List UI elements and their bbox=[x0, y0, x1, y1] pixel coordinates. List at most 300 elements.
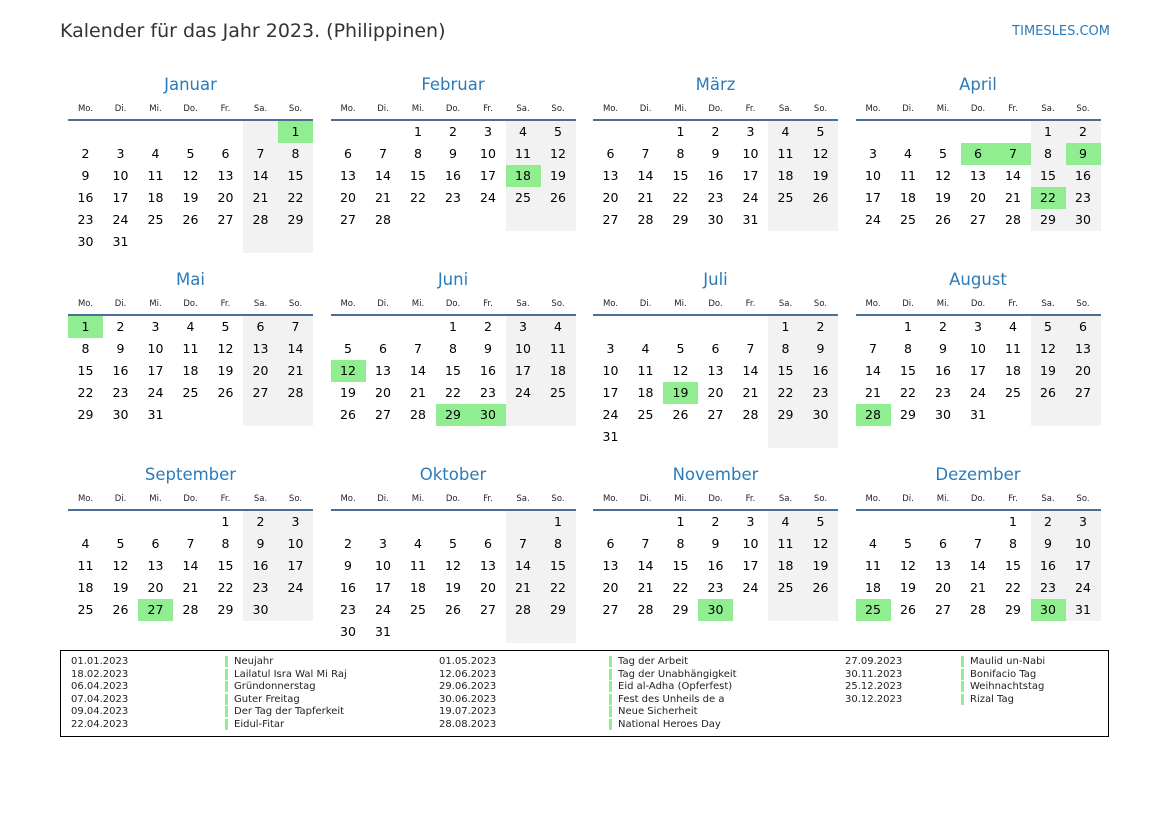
header-divider bbox=[68, 119, 313, 121]
legend-date: 29.06.2023 bbox=[439, 681, 497, 693]
day-cell: 24 bbox=[742, 190, 759, 205]
day-cell: 24 bbox=[287, 580, 304, 595]
weekday-label: Fr. bbox=[1008, 299, 1018, 309]
day-cell: 1 bbox=[554, 514, 562, 529]
weekday-label: Sa. bbox=[778, 299, 793, 309]
weekday-label: Mi. bbox=[411, 494, 425, 504]
day-cell: 10 bbox=[742, 146, 759, 161]
day-cell: 23 bbox=[480, 385, 496, 400]
day-cell: 1 bbox=[221, 514, 230, 529]
day-cell: 5 bbox=[449, 536, 457, 551]
day-cell: 15 bbox=[672, 168, 689, 183]
day-cell: 19 bbox=[217, 363, 234, 378]
day-cell: 13 bbox=[147, 558, 164, 573]
day-cell: 16 bbox=[445, 168, 461, 183]
holiday-day-cell: 1 bbox=[68, 316, 103, 338]
day-cell: 26 bbox=[217, 385, 234, 400]
day-cell: 13 bbox=[1075, 341, 1091, 356]
day-cell: 19 bbox=[112, 580, 129, 595]
day-cell: 15 bbox=[287, 168, 304, 183]
day-cell: 3 bbox=[746, 124, 755, 139]
weekday-label: Mo. bbox=[602, 494, 619, 504]
day-cell: 14 bbox=[515, 558, 531, 573]
day-cell: 4 bbox=[641, 341, 650, 356]
day-cell: 21 bbox=[865, 385, 881, 400]
day-cell: 25 bbox=[777, 190, 794, 205]
day-cell: 22 bbox=[287, 190, 304, 205]
month-name: November bbox=[672, 465, 759, 484]
day-cell: 21 bbox=[970, 580, 986, 595]
day-cell: 3 bbox=[869, 146, 877, 161]
day-cell: 8 bbox=[1009, 536, 1017, 551]
day-cell: 12 bbox=[112, 558, 129, 573]
day-cell: 18 bbox=[550, 363, 566, 378]
day-cell: 14 bbox=[865, 363, 881, 378]
day-cell: 2 bbox=[711, 124, 720, 139]
day-cell: 21 bbox=[375, 190, 391, 205]
day-cell: 10 bbox=[480, 146, 496, 161]
weekday-label: Mo. bbox=[865, 299, 881, 309]
day-cell: 28 bbox=[410, 407, 426, 422]
day-cell: 23 bbox=[77, 212, 94, 227]
day-cell: 25 bbox=[1005, 385, 1021, 400]
day-cell: 10 bbox=[1075, 536, 1091, 551]
weekday-label: So. bbox=[813, 494, 828, 504]
day-cell: 23 bbox=[935, 385, 951, 400]
day-cell: 24 bbox=[1075, 580, 1091, 595]
day-cell: 20 bbox=[707, 385, 724, 400]
day-cell: 2 bbox=[484, 319, 492, 334]
day-cell: 20 bbox=[217, 190, 234, 205]
weekday-label: Sa. bbox=[516, 494, 530, 504]
day-cell: 26 bbox=[672, 407, 689, 422]
day-cell: 21 bbox=[515, 580, 531, 595]
day-cell: 8 bbox=[449, 341, 457, 356]
day-cell: 29 bbox=[77, 407, 94, 422]
day-cell: 28 bbox=[970, 602, 986, 617]
month-name: April bbox=[959, 75, 997, 94]
day-cell: 23 bbox=[707, 190, 724, 205]
day-cell: 27 bbox=[217, 212, 234, 227]
day-cell: 14 bbox=[252, 168, 269, 183]
day-cell: 27 bbox=[970, 212, 986, 227]
day-cell: 23 bbox=[1075, 190, 1091, 205]
legend-holiday-name: Tag der Arbeit bbox=[609, 656, 688, 667]
day-cell: 5 bbox=[676, 341, 685, 356]
day-cell: 15 bbox=[445, 363, 461, 378]
day-cell: 25 bbox=[182, 385, 199, 400]
day-cell: 25 bbox=[147, 212, 164, 227]
day-cell: 10 bbox=[602, 363, 619, 378]
legend-holiday-name: Rizal Tag bbox=[961, 694, 1014, 705]
day-cell: 9 bbox=[484, 341, 492, 356]
weekday-label: Di. bbox=[639, 494, 652, 504]
weekday-label: Di. bbox=[377, 494, 389, 504]
day-cell: 3 bbox=[151, 319, 160, 334]
day-cell: 2 bbox=[711, 514, 720, 529]
day-cell: 8 bbox=[904, 341, 912, 356]
day-cell: 26 bbox=[445, 602, 461, 617]
legend-holiday-name: National Heroes Day bbox=[609, 719, 721, 730]
day-cell: 8 bbox=[1044, 146, 1052, 161]
weekday-label: Sa. bbox=[778, 104, 793, 114]
day-cell: 9 bbox=[711, 146, 720, 161]
legend-date: 27.09.2023 bbox=[845, 656, 903, 667]
day-cell: 26 bbox=[340, 407, 356, 422]
day-cell: 4 bbox=[1009, 319, 1017, 334]
day-cell: 24 bbox=[515, 385, 531, 400]
weekday-label: Mo. bbox=[77, 494, 94, 504]
brand-link[interactable]: TIMESLES.COM bbox=[1012, 24, 1110, 39]
day-cell: 16 bbox=[1040, 558, 1056, 573]
legend-holiday-name: Gründonnerstag bbox=[225, 681, 316, 692]
holiday-legend bbox=[60, 650, 1109, 737]
day-cell: 15 bbox=[550, 558, 566, 573]
day-cell: 4 bbox=[186, 319, 195, 334]
day-cell: 3 bbox=[291, 514, 300, 529]
day-cell: 5 bbox=[186, 146, 195, 161]
weekday-label: Do. bbox=[970, 299, 986, 309]
day-cell: 19 bbox=[900, 580, 916, 595]
day-cell: 13 bbox=[602, 168, 619, 183]
holiday-day-cell: 1 bbox=[278, 121, 313, 143]
day-cell: 20 bbox=[147, 580, 164, 595]
day-cell: 20 bbox=[602, 580, 619, 595]
day-cell: 8 bbox=[221, 536, 230, 551]
day-cell: 18 bbox=[777, 168, 794, 183]
day-cell: 9 bbox=[939, 341, 947, 356]
weekday-label: Mi. bbox=[674, 494, 687, 504]
day-cell: 7 bbox=[519, 536, 527, 551]
legend-holiday-name: Eidul-Fitar bbox=[225, 719, 284, 730]
day-cell: 5 bbox=[554, 124, 562, 139]
day-cell: 31 bbox=[602, 429, 619, 444]
legend-date: 18.02.2023 bbox=[71, 668, 129, 680]
day-cell: 16 bbox=[77, 190, 94, 205]
day-cell: 28 bbox=[515, 602, 531, 617]
day-cell: 23 bbox=[252, 580, 269, 595]
weekday-label: So. bbox=[1076, 494, 1090, 504]
weekday-label: Fr. bbox=[745, 104, 756, 114]
holiday-day-cell: 30 bbox=[471, 404, 506, 426]
day-cell: 29 bbox=[672, 212, 689, 227]
weekday-label: Mi. bbox=[674, 104, 687, 114]
day-cell: 4 bbox=[519, 124, 527, 139]
day-cell: 27 bbox=[707, 407, 724, 422]
day-cell: 14 bbox=[287, 341, 304, 356]
day-cell: 26 bbox=[112, 602, 129, 617]
month-name: Februar bbox=[421, 75, 485, 94]
day-cell: 17 bbox=[287, 558, 304, 573]
day-cell: 12 bbox=[900, 558, 916, 573]
day-cell: 13 bbox=[252, 341, 269, 356]
day-cell: 7 bbox=[186, 536, 195, 551]
weekday-label: Di. bbox=[114, 494, 127, 504]
legend-holiday-name: Weihnachtstag bbox=[961, 681, 1044, 692]
day-cell: 22 bbox=[217, 580, 234, 595]
weekday-label: Mo. bbox=[77, 104, 94, 114]
weekday-label: Mo. bbox=[602, 104, 619, 114]
weekday-label: Do. bbox=[708, 299, 723, 309]
day-cell: 11 bbox=[865, 558, 881, 573]
weekday-label: Fr. bbox=[745, 494, 756, 504]
weekday-label: Mi. bbox=[936, 104, 950, 114]
day-cell: 17 bbox=[742, 168, 759, 183]
weekday-label: Fr. bbox=[220, 104, 231, 114]
day-cell: 26 bbox=[935, 212, 951, 227]
weekday-label: Fr. bbox=[483, 104, 493, 114]
day-cell: 9 bbox=[711, 536, 720, 551]
day-cell: 31 bbox=[112, 234, 129, 249]
day-cell: 28 bbox=[742, 407, 759, 422]
day-cell: 22 bbox=[777, 385, 794, 400]
weekday-label: Mi. bbox=[936, 494, 950, 504]
day-cell: 21 bbox=[252, 190, 269, 205]
day-cell: 9 bbox=[116, 341, 125, 356]
day-cell: 30 bbox=[1075, 212, 1091, 227]
holiday-day-cell: 27 bbox=[138, 599, 173, 621]
legend-date: 22.04.2023 bbox=[71, 719, 129, 730]
day-cell: 14 bbox=[637, 168, 654, 183]
legend-date: 01.05.2023 bbox=[439, 656, 497, 667]
day-cell: 23 bbox=[112, 385, 129, 400]
day-cell: 11 bbox=[182, 341, 199, 356]
legend-holiday-name: Neue Sicherheit bbox=[609, 706, 698, 717]
day-cell: 12 bbox=[217, 341, 234, 356]
weekday-label: Mo. bbox=[340, 299, 356, 309]
day-cell: 23 bbox=[340, 602, 356, 617]
weekday-label: Mo. bbox=[77, 299, 94, 309]
day-cell: 22 bbox=[445, 385, 461, 400]
day-cell: 20 bbox=[602, 190, 619, 205]
legend-date: 06.04.2023 bbox=[71, 681, 129, 693]
day-cell: 6 bbox=[256, 319, 265, 334]
weekday-label: So. bbox=[813, 299, 828, 309]
weekday-label: Do. bbox=[183, 104, 198, 114]
weekday-label: Sa. bbox=[253, 494, 268, 504]
day-cell: 17 bbox=[480, 168, 496, 183]
day-cell: 3 bbox=[974, 319, 982, 334]
day-cell: 30 bbox=[812, 407, 829, 422]
day-cell: 10 bbox=[970, 341, 986, 356]
day-cell: 6 bbox=[939, 536, 947, 551]
day-cell: 6 bbox=[379, 341, 387, 356]
day-cell: 16 bbox=[935, 363, 951, 378]
day-cell: 9 bbox=[816, 341, 825, 356]
month-name: Juni bbox=[437, 270, 469, 289]
day-cell: 21 bbox=[637, 580, 654, 595]
day-cell: 16 bbox=[812, 363, 829, 378]
day-cell: 2 bbox=[81, 146, 90, 161]
day-cell: 19 bbox=[550, 168, 566, 183]
day-cell: 28 bbox=[637, 212, 654, 227]
month-name: Januar bbox=[164, 75, 217, 94]
day-cell: 1 bbox=[904, 319, 912, 334]
day-cell: 20 bbox=[1075, 363, 1091, 378]
day-cell: 19 bbox=[340, 385, 356, 400]
day-cell: 8 bbox=[554, 536, 562, 551]
legend-date: 01.01.2023 bbox=[71, 656, 129, 667]
day-cell: 13 bbox=[340, 168, 356, 183]
weekday-label: Fr. bbox=[483, 494, 493, 504]
weekday-label: So. bbox=[1076, 104, 1090, 114]
day-cell: 3 bbox=[1079, 514, 1087, 529]
weekday-label: Fr. bbox=[1008, 104, 1018, 114]
day-cell: 25 bbox=[900, 212, 916, 227]
day-cell: 19 bbox=[935, 190, 951, 205]
day-cell: 14 bbox=[375, 168, 391, 183]
day-cell: 10 bbox=[147, 341, 164, 356]
day-cell: 11 bbox=[550, 341, 566, 356]
day-cell: 13 bbox=[480, 558, 496, 573]
day-cell: 29 bbox=[217, 602, 234, 617]
day-cell: 13 bbox=[707, 363, 724, 378]
day-cell: 7 bbox=[974, 536, 982, 551]
weekday-label: Mi. bbox=[149, 104, 162, 114]
day-cell: 19 bbox=[182, 190, 199, 205]
day-cell: 3 bbox=[379, 536, 387, 551]
weekday-label: So. bbox=[288, 299, 303, 309]
day-cell: 27 bbox=[1075, 385, 1091, 400]
day-cell: 24 bbox=[742, 580, 759, 595]
day-cell: 2 bbox=[256, 514, 265, 529]
day-cell: 7 bbox=[641, 146, 650, 161]
day-cell: 8 bbox=[414, 146, 422, 161]
holiday-day-cell: 6 bbox=[961, 143, 996, 165]
weekday-label: Di. bbox=[902, 494, 914, 504]
day-cell: 5 bbox=[939, 146, 947, 161]
day-cell: 8 bbox=[781, 341, 790, 356]
day-cell: 14 bbox=[970, 558, 986, 573]
day-cell: 18 bbox=[637, 385, 654, 400]
day-cell: 2 bbox=[1044, 514, 1052, 529]
day-cell: 3 bbox=[116, 146, 125, 161]
day-cell: 22 bbox=[1005, 580, 1021, 595]
day-cell: 26 bbox=[550, 190, 566, 205]
day-cell: 14 bbox=[182, 558, 199, 573]
weekday-label: Sa. bbox=[516, 299, 530, 309]
day-cell: 11 bbox=[1005, 341, 1021, 356]
weekday-label: Sa. bbox=[1041, 494, 1055, 504]
day-cell: 18 bbox=[182, 363, 199, 378]
day-cell: 12 bbox=[812, 146, 829, 161]
holiday-day-cell: 12 bbox=[331, 360, 366, 382]
day-cell: 27 bbox=[375, 407, 391, 422]
day-cell: 31 bbox=[147, 407, 164, 422]
day-cell: 19 bbox=[812, 558, 829, 573]
legend-holiday-name: Maulid un-Nabi bbox=[961, 656, 1045, 667]
day-cell: 9 bbox=[256, 536, 265, 551]
day-cell: 18 bbox=[77, 580, 94, 595]
day-cell: 15 bbox=[900, 363, 916, 378]
month-name: Juli bbox=[703, 270, 728, 289]
day-cell: 2 bbox=[939, 319, 947, 334]
day-cell: 28 bbox=[252, 212, 269, 227]
day-cell: 30 bbox=[77, 234, 94, 249]
day-cell: 29 bbox=[287, 212, 304, 227]
day-cell: 9 bbox=[1044, 536, 1052, 551]
day-cell: 10 bbox=[287, 536, 304, 551]
day-cell: 4 bbox=[554, 319, 562, 334]
day-cell: 28 bbox=[1005, 212, 1021, 227]
weekday-label: Do. bbox=[445, 494, 461, 504]
day-cell: 14 bbox=[742, 363, 759, 378]
day-cell: 30 bbox=[112, 407, 129, 422]
day-cell: 12 bbox=[1040, 341, 1056, 356]
day-cell: 7 bbox=[256, 146, 265, 161]
weekday-label: Mo. bbox=[865, 104, 881, 114]
weekday-label: So. bbox=[551, 299, 565, 309]
day-cell: 28 bbox=[287, 385, 304, 400]
day-cell: 3 bbox=[746, 514, 755, 529]
day-cell: 20 bbox=[340, 190, 356, 205]
day-cell: 30 bbox=[340, 624, 356, 639]
day-cell: 3 bbox=[519, 319, 527, 334]
day-cell: 24 bbox=[865, 212, 881, 227]
day-cell: 4 bbox=[414, 536, 422, 551]
day-cell: 2 bbox=[1079, 124, 1087, 139]
weekday-label: Di. bbox=[639, 299, 652, 309]
legend-date: 30.06.2023 bbox=[439, 693, 497, 705]
weekday-label: Sa. bbox=[253, 104, 268, 114]
day-cell: 24 bbox=[970, 385, 986, 400]
day-cell: 25 bbox=[410, 602, 426, 617]
day-cell: 8 bbox=[676, 536, 685, 551]
holiday-day-cell: 30 bbox=[1031, 599, 1066, 621]
day-cell: 20 bbox=[375, 385, 391, 400]
day-cell: 13 bbox=[217, 168, 234, 183]
weekday-label: Mi. bbox=[411, 104, 425, 114]
day-cell: 2 bbox=[116, 319, 125, 334]
holiday-day-cell: 18 bbox=[506, 165, 541, 187]
day-cell: 28 bbox=[375, 212, 391, 227]
day-cell: 22 bbox=[900, 385, 916, 400]
legend-date: 28.08.2023 bbox=[439, 719, 497, 730]
day-cell: 2 bbox=[449, 124, 457, 139]
day-cell: 24 bbox=[147, 385, 164, 400]
day-cell: 15 bbox=[1005, 558, 1021, 573]
day-cell: 20 bbox=[480, 580, 496, 595]
weekday-label: Fr. bbox=[745, 299, 756, 309]
legend-holiday-name: Eid al-Adha (Opferfest) bbox=[609, 681, 732, 692]
weekday-label: Fr. bbox=[1008, 494, 1018, 504]
weekday-label: Mi. bbox=[936, 299, 950, 309]
weekday-label: Mi. bbox=[674, 299, 687, 309]
day-cell: 2 bbox=[344, 536, 352, 551]
day-cell: 24 bbox=[602, 407, 619, 422]
weekday-label: Do. bbox=[708, 104, 723, 114]
day-cell: 18 bbox=[900, 190, 916, 205]
day-cell: 31 bbox=[375, 624, 391, 639]
day-cell: 7 bbox=[291, 319, 300, 334]
day-cell: 5 bbox=[904, 536, 912, 551]
day-cell: 10 bbox=[865, 168, 881, 183]
weekday-label: Sa. bbox=[1041, 104, 1055, 114]
day-cell: 1 bbox=[781, 319, 790, 334]
day-cell: 28 bbox=[182, 602, 199, 617]
day-cell: 29 bbox=[777, 407, 794, 422]
day-cell: 5 bbox=[1044, 319, 1052, 334]
day-cell: 8 bbox=[291, 146, 300, 161]
day-cell: 7 bbox=[746, 341, 755, 356]
day-cell: 11 bbox=[410, 558, 426, 573]
day-cell: 16 bbox=[112, 363, 129, 378]
day-cell: 2 bbox=[816, 319, 825, 334]
day-cell: 17 bbox=[602, 385, 619, 400]
day-cell: 4 bbox=[81, 536, 90, 551]
day-cell: 1 bbox=[676, 514, 685, 529]
day-cell: 17 bbox=[112, 190, 129, 205]
